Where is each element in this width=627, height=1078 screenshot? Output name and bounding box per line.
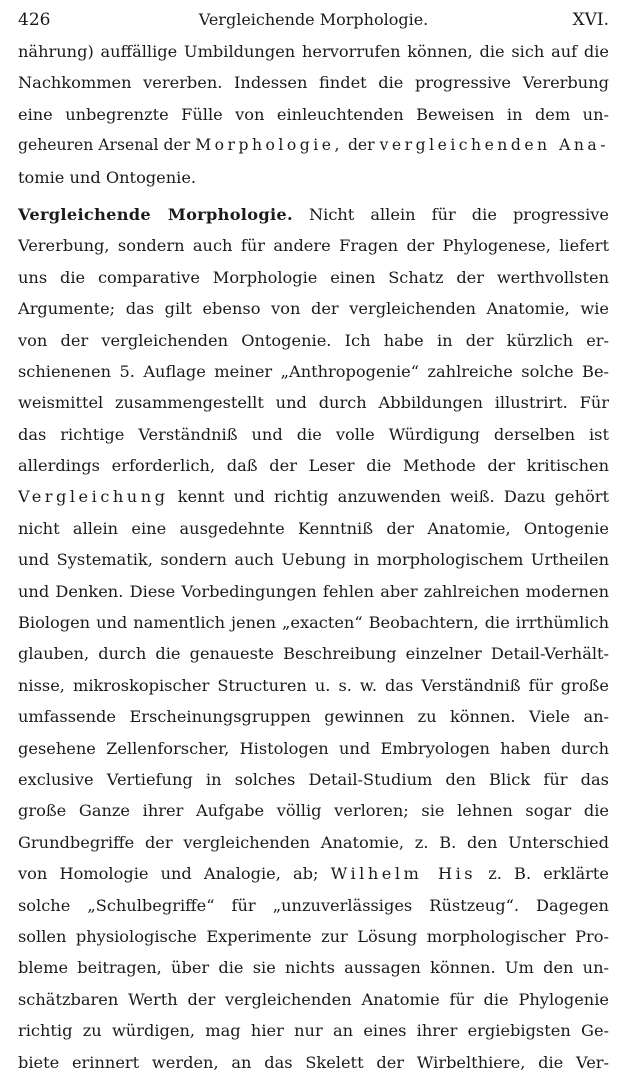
text-line: richtig zu würdigen, mag hier nur an eines ihrer ergiebigsten Ge- bbox=[18, 1021, 609, 1041]
text-line: Nachkommen vererben. Indessen findet die progressive Vererbung bbox=[18, 73, 609, 93]
text-segment: geheuren Arsenal der bbox=[18, 136, 191, 155]
page-number: 426 bbox=[18, 10, 51, 30]
text-line: Vererbung, sondern auch für andere Fragen der Phylogenese, liefert bbox=[18, 236, 609, 256]
text-line: glauben, durch die genaueste Beschreibung einzelner Detail-Verhält- bbox=[18, 644, 609, 664]
paragraph-1 bbox=[18, 36, 609, 193]
text-line bbox=[18, 130, 609, 161]
text-line: nisse, mikroskopischer Structuren u. s. w. das Verständniß für große bbox=[18, 675, 609, 695]
running-title: Vergleichende Morphologie. bbox=[198, 10, 429, 29]
book-page bbox=[18, 6, 609, 1078]
text-line: schätzbaren Werth der vergleichenden Anatomie für die Phylogenie bbox=[18, 989, 609, 1009]
running-header bbox=[18, 6, 609, 36]
spaced-text: Wilhelm His bbox=[330, 864, 477, 884]
spaced-text: Morphologie, bbox=[195, 136, 343, 155]
text-line bbox=[18, 858, 609, 889]
text-segment: von Homologie und Analogie, ab; bbox=[18, 864, 319, 884]
text-line: bleme beitragen, über die sie nichts aussagen können. Um den un- bbox=[18, 958, 609, 978]
text-line: tomie und Ontogenie. bbox=[18, 167, 197, 187]
text-line: exclusive Vertiefung in solches Detail-Studium den Blick für das bbox=[18, 769, 609, 789]
text-line: das richtige Verständniß und die volle Würdigung derselben ist bbox=[18, 424, 609, 444]
text-line: und Denken. Diese Vorbedingungen fehlen aber zahlreichen modernen bbox=[18, 581, 609, 601]
text-line: solche „Schulbegriffe“ für „unzuverlässiges Rüstzeug“. Dagegen bbox=[18, 895, 609, 915]
text-line: eine unbegrenzte Fülle von einleuchtenden Beweisen in dem un- bbox=[18, 104, 609, 124]
spaced-text: Vergleichung bbox=[18, 487, 169, 507]
text-line bbox=[18, 199, 609, 230]
paragraph-2 bbox=[18, 199, 609, 1078]
text-segment: kennt und richtig anzuwenden weiß. Dazu gehört bbox=[168, 487, 609, 507]
section-heading: Vergleichende Morphologie. bbox=[18, 204, 293, 224]
chapter-number: XVI. bbox=[572, 10, 609, 30]
text-segment: z. B. erklärte bbox=[476, 864, 609, 884]
text-line: nährung) auffällige Umbildungen hervorrufen können, die sich auf die bbox=[18, 42, 609, 61]
text-line: gesehene Zellenforscher, Histologen und Embryologen haben durch bbox=[18, 738, 609, 758]
text-line: nicht allein eine ausgedehnte Kenntniß der Anatomie, Ontogenie bbox=[18, 518, 609, 538]
text-line: allerdings erforderlich, daß der Leser die Methode der kritischen bbox=[18, 456, 609, 476]
text-line: und Systematik, sondern auch Uebung in morphologischem Urtheilen bbox=[18, 550, 609, 570]
text-line: große Ganze ihrer Aufgabe völlig verloren; sie lehnen sogar die bbox=[18, 801, 609, 821]
text-segment: der bbox=[342, 136, 380, 155]
text-line bbox=[18, 481, 609, 512]
spaced-text: vergleichenden Ana- bbox=[379, 136, 609, 155]
text-line: Argumente; das gilt ebenso von der vergleichenden Anatomie, wie bbox=[18, 299, 609, 319]
text-segment: Nicht allein für die progressive bbox=[292, 204, 609, 224]
text-line: umfassende Erscheinungsgruppen gewinnen zu können. Viele an- bbox=[18, 707, 609, 727]
text-line: uns die comparative Morphologie einen Schatz der werthvollsten bbox=[18, 267, 609, 287]
text-line: von der vergleichenden Ontogenie. Ich habe in der kürzlich er- bbox=[18, 330, 609, 350]
text-line: weismittel zusammengestellt und durch Abbildungen illustrirt. Für bbox=[18, 393, 609, 413]
text-line: biete erinnert werden, an das Skelett der Wirbelthiere, die Ver- bbox=[18, 1052, 609, 1072]
text-line: Biologen und namentlich jenen „exacten“ Beobachtern, die irrthümlich bbox=[18, 613, 609, 633]
text-line: schienenen 5. Auflage meiner „Anthropogenie“ zahlreiche solche Be- bbox=[18, 361, 609, 381]
text-line: sollen physiologische Experimente zur Lösung morphologischer Pro- bbox=[18, 926, 609, 946]
text-line: Grundbegriffe der vergleichenden Anatomie, z. B. den Unterschied bbox=[18, 832, 609, 852]
